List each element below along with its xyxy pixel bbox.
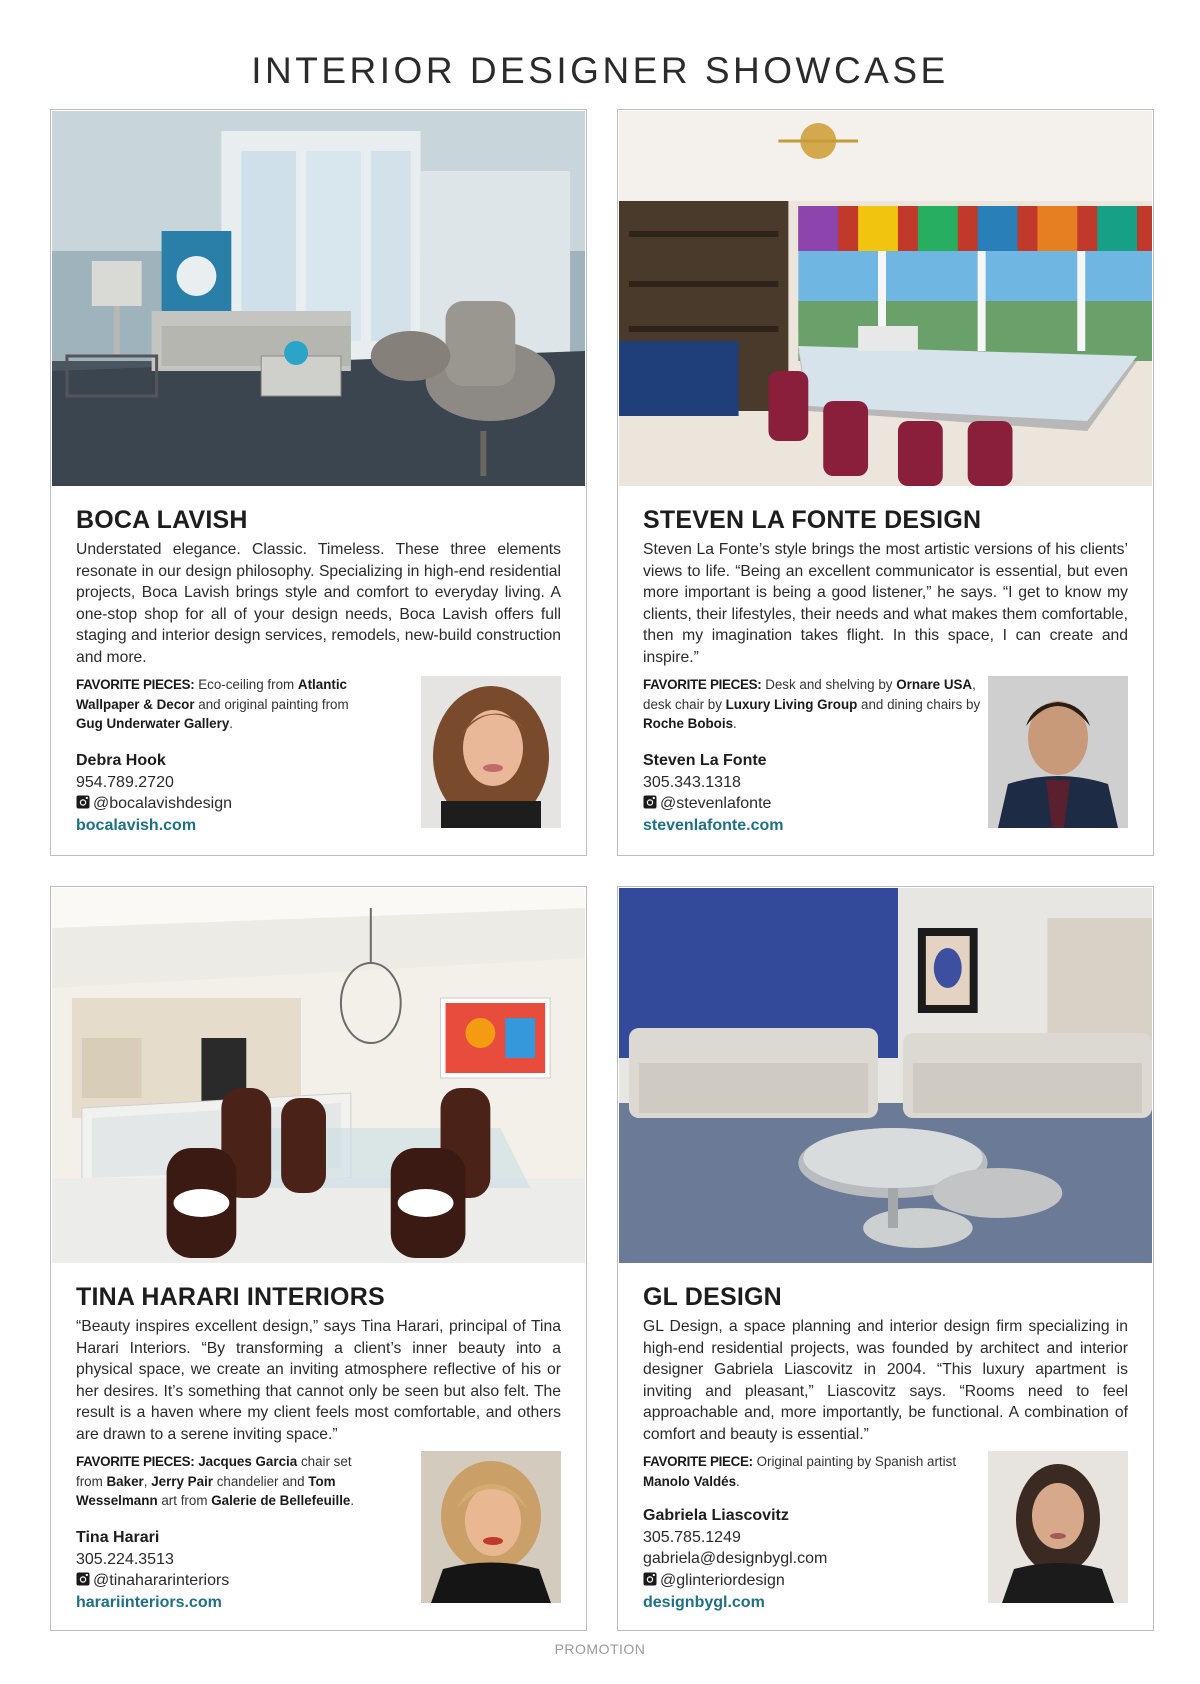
dining-room-photo xyxy=(52,888,585,1263)
favorite-pieces: FAVORITE PIECES: Eco-ceiling from Atlantic Wallpaper & Decor and original painting from Gug Underwater Gallery. xyxy=(76,677,349,731)
studio-description: “Beauty inspires excellent design,” says Tina Harari, principal of Tina Harari Interiors. “By transforming a client’s inner beauty into a physical space, we create an inviting atmosphere reflective of his or her desires. It’s something that cannot only be seen but also felt. The result is a haven where my client feels most comfortable, and others are drawn to a serene inviting space.” xyxy=(76,1318,561,1443)
dining-room-photo xyxy=(619,111,1152,486)
studio-name: STEVEN LA FONTE DESIGN xyxy=(643,506,982,534)
email-address[interactable]: gabriela@designbygl.com xyxy=(643,1550,828,1568)
living-room-photo xyxy=(619,888,1152,1263)
page-title: INTERIOR DESIGNER SHOWCASE xyxy=(251,50,949,91)
favorite-pieces: FAVORITE PIECES: Jacques Garcia chair set from Baker, Jerry Pair chandelier and Tom Wesselmann art from Galerie de Bellefeuille. xyxy=(76,1454,355,1508)
phone-number[interactable]: 954.789.2720 xyxy=(76,773,174,791)
designer-card-gl-design xyxy=(617,886,1154,1631)
website-link[interactable]: stevenlafonte.com xyxy=(643,817,784,835)
living-room-photo xyxy=(52,111,585,486)
designer-name: Gabriela Liascovitz xyxy=(643,1507,789,1524)
contact-info xyxy=(643,1505,827,1614)
contact-info xyxy=(643,750,783,837)
designer-card-boca-lavish xyxy=(50,109,587,856)
instagram-icon xyxy=(76,795,90,809)
studio-description: GL Design, a space planning and interior design firm specializing in high-end residential projects, was founded by architect and interior designer Gabriela Liascovitz in 2004. “This luxury apartment is inviting and pleasant,” Liascovitz says. “Rooms need to feel approachable and, more importantly, be functional. A combination of comfort and beauty is essential.” xyxy=(643,1318,1128,1443)
contact-info xyxy=(76,1527,229,1614)
studio-name: TINA HARARI INTERIORS xyxy=(76,1283,385,1311)
website-link[interactable]: designbygl.com xyxy=(643,1593,765,1611)
instagram-icon xyxy=(76,1572,90,1586)
favorite-pieces: FAVORITE PIECE: Original painting by Spanish artist Manolo Valdés. xyxy=(643,1454,957,1489)
favorite-pieces: FAVORITE PIECES: Desk and shelving by Ornare USA, desk chair by Luxury Living Group and dining chairs by Roche Bobois. xyxy=(643,677,981,731)
contact-info xyxy=(76,750,232,837)
designer-portrait xyxy=(421,676,561,828)
phone-number[interactable]: 305.785.1249 xyxy=(643,1528,741,1546)
studio-description: Steven La Fonte’s style brings the most artistic versions of his clients’ views to life. “Being an excellent communicator is essential, but even more important is being a good listener,” he says. “I get to know my clients, their lifestyles, their needs and what makes them comfortable, then my imagination takes flight. In this space, I can create and inspire.” xyxy=(643,541,1128,666)
phone-number[interactable]: 305.343.1318 xyxy=(643,773,741,791)
instagram-icon xyxy=(643,1572,657,1586)
instagram-handle[interactable]: @glinteriordesign xyxy=(643,1570,827,1592)
designer-portrait xyxy=(988,676,1128,828)
designer-name: Debra Hook xyxy=(76,752,166,769)
phone-number[interactable]: 305.224.3513 xyxy=(76,1550,174,1568)
studio-name: GL DESIGN xyxy=(643,1283,782,1311)
designer-card-tina-harari xyxy=(50,886,587,1631)
studio-description: Understated elegance. Classic. Timeless. These three elements resonate in our design philosophy. Specializing in high-end residential projects, Boca Lavish brings style and comfort to everyday living. A one-stop shop for all of your design needs, Boca Lavish offers full staging and interior design services, remodels, new-build construction and more. xyxy=(76,541,561,666)
instagram-icon xyxy=(643,795,657,809)
designer-portrait xyxy=(988,1451,1128,1603)
designer-card-steven-la-fonte xyxy=(617,109,1154,856)
promotion-footer: PROMOTION xyxy=(554,1641,646,1657)
instagram-handle[interactable]: @tinahararinteriors xyxy=(76,1570,229,1592)
instagram-handle[interactable]: @stevenlafonte xyxy=(643,793,783,815)
website-link[interactable]: harariinteriors.com xyxy=(76,1594,222,1612)
designer-name: Tina Harari xyxy=(76,1529,160,1546)
studio-name: BOCA LAVISH xyxy=(76,506,248,534)
designer-name: Steven La Fonte xyxy=(643,752,767,769)
website-link[interactable]: bocalavish.com xyxy=(76,817,197,835)
instagram-handle[interactable]: @bocalavishdesign xyxy=(76,793,232,815)
designer-portrait xyxy=(421,1451,561,1603)
